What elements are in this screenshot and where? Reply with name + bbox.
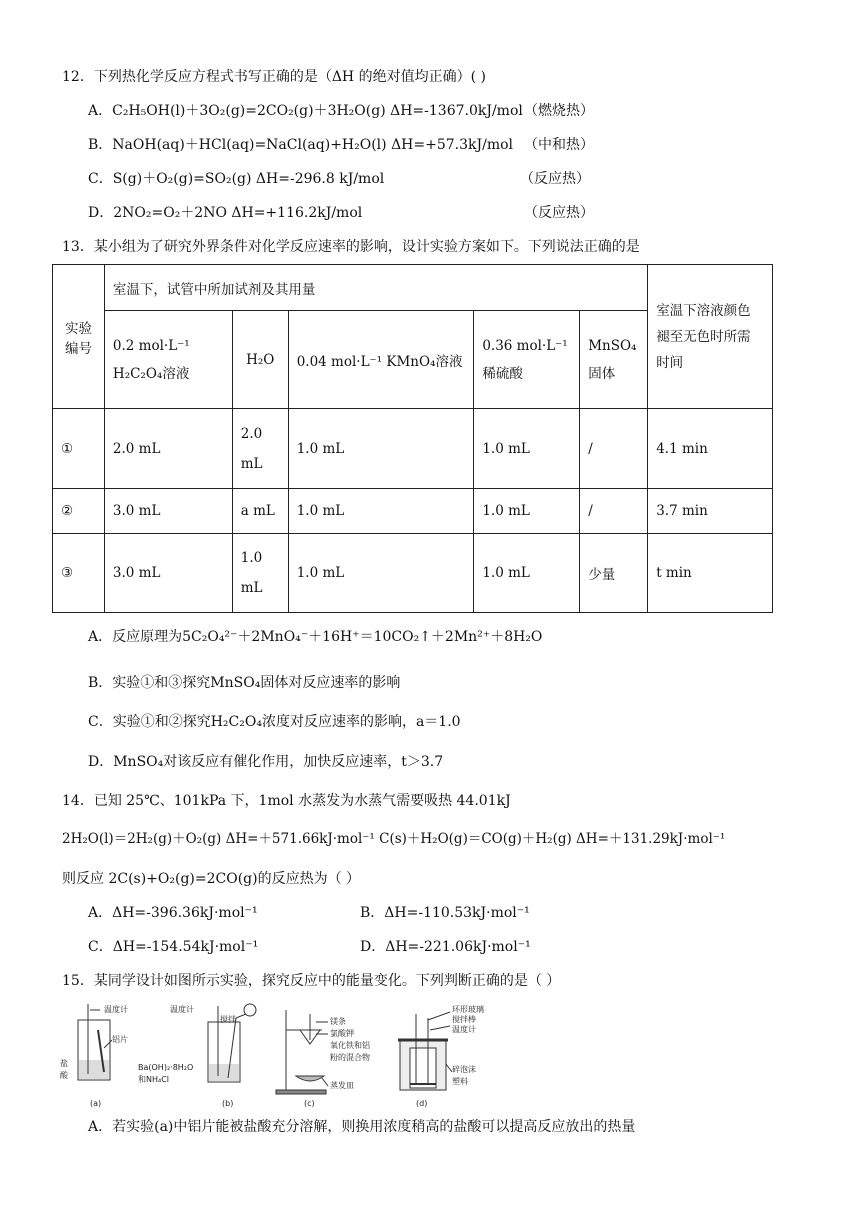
- q12-option-c: C．S(g)＋O₂(g)=SO₂(g) ΔH=-296.8 kJ/mol: [88, 171, 385, 187]
- q14-option-a: A．ΔH=-396.36kJ·mol⁻¹: [88, 905, 258, 921]
- q14-equations: 2H₂O(l)＝2H₂(g)＋O₂(g) ΔH=＋571.66kJ·mol⁻¹ C(s)＋H₂O(g)＝CO(g)＋H₂(g) ΔH=＋131.29kJ·mol⁻¹: [62, 831, 726, 847]
- label-d-4: 碎泡沫: [452, 1065, 476, 1074]
- q14-stem: 14．已知 25℃、101kPa 下，1mol 水蒸发为水蒸气需要吸热 44.01kJ: [62, 793, 511, 809]
- label-a-acid-1: 盐: [60, 1059, 68, 1068]
- apparatus-c: [276, 1010, 370, 1108]
- table-cell: 1.0 mL: [474, 409, 580, 489]
- q12-option-a-tag: （燃烧热）: [524, 103, 594, 119]
- label-c-5: 蒸发皿: [330, 1081, 354, 1090]
- apparatus-d: [398, 1004, 484, 1108]
- subheader-h2o: H₂O: [232, 311, 288, 409]
- label-a-acid-2: 酸: [60, 1071, 68, 1080]
- table-cell: /: [580, 409, 648, 489]
- q12-stem: 12．下列热化学反应方程式书写正确的是（ΔH 的绝对值均正确）( ): [62, 69, 486, 85]
- q15-option-a: A．若实验(a)中铝片能被盐酸充分溶解，则换用浓度稍高的盐酸可以提高反应放出的热量: [88, 1119, 636, 1135]
- table-cell: 1.0 mL: [288, 534, 474, 613]
- table-cell: 4.1 min: [648, 409, 773, 489]
- table-cell: 3.0 mL: [104, 534, 232, 613]
- q13-stem: 13．某小组为了研究外界条件对化学反应速率的影响，设计实验方案如下。下列说法正确的是: [62, 239, 640, 255]
- table-cell: 1.0 mL: [474, 489, 580, 534]
- q13-option-c: C．实验①和②探究H₂C₂O₄浓度对反应速率的影响，a＝1.0: [88, 714, 461, 730]
- label-a-thermo: 温度计: [104, 1005, 128, 1014]
- apparatus-figure: [60, 1000, 484, 1112]
- q14-option-d: D．ΔH=-221.06kJ·mol⁻¹: [360, 939, 531, 955]
- label-d-3: 温度计: [452, 1025, 476, 1034]
- table-cell: ②: [53, 489, 105, 534]
- header-time: 室温下溶液颜色褪至无色时所需时间: [648, 265, 773, 409]
- label-c-1: 镁条: [330, 1017, 346, 1026]
- header-exp-number: 实验编号: [53, 265, 105, 409]
- q12-option-d-tag: （反应热）: [524, 205, 594, 221]
- table-cell: /: [580, 489, 648, 534]
- experiment-table: [52, 264, 773, 613]
- label-d-5: 塑料: [452, 1077, 468, 1086]
- label-b-reagent-2: 和NH₄Cl: [138, 1075, 170, 1084]
- table-cell: ①: [53, 409, 105, 489]
- table-row: [53, 409, 773, 489]
- caption-a: (a): [90, 1099, 102, 1108]
- q13-option-a: A．反应原理为5C₂O₄²⁻＋2MnO₄⁻＋16H⁺＝10CO₂↑＋2Mn²⁺＋8H₂O: [88, 629, 543, 645]
- subheader-h2c2o4: 0.2 mol·L⁻¹ H₂C₂O₄溶液: [104, 311, 232, 409]
- table-cell: 2.0 mL: [232, 409, 288, 489]
- table-row: [53, 534, 773, 613]
- label-b-stir: 搅拌: [220, 1015, 236, 1024]
- table-cell: 1.0 mL: [288, 489, 474, 534]
- table-cell: 2.0 mL: [104, 409, 232, 489]
- caption-d: (d): [416, 1099, 428, 1108]
- table-cell: 1.0 mL: [232, 534, 288, 613]
- subheader-kmno4: 0.04 mol·L⁻¹ KMnO₄溶液: [288, 311, 474, 409]
- q12-option-c-tag: （反应热）: [520, 171, 590, 187]
- subheader-h2so4: 0.36 mol·L⁻¹ 稀硫酸: [474, 311, 580, 409]
- label-d-1: 环形玻璃: [452, 1005, 484, 1014]
- table-cell: 3.0 mL: [104, 489, 232, 534]
- table-cell: a mL: [232, 489, 288, 534]
- q15-stem: 15．某同学设计如图所示实验，探究反应中的能量变化。下列判断正确的是（ ）: [62, 973, 561, 989]
- apparatus-b: [138, 1004, 256, 1108]
- table-cell: 1.0 mL: [288, 409, 474, 489]
- label-b-reagent-1: Ba(OH)₂·8H₂O: [138, 1063, 194, 1072]
- table-cell: 3.7 min: [648, 489, 773, 534]
- q12-option-b-tag: （中和热）: [524, 137, 594, 153]
- table-cell: 1.0 mL: [474, 534, 580, 613]
- subheader-mnso4: MnSO₄ 固体: [580, 311, 648, 409]
- q14-option-b: B．ΔH=-110.53kJ·mol⁻¹: [360, 905, 530, 921]
- caption-c: (c): [304, 1099, 315, 1108]
- label-b-thermo: 温度计: [170, 1005, 194, 1014]
- table-cell: t min: [648, 534, 773, 613]
- label-c-2: 氯酸钾: [330, 1029, 354, 1038]
- q13-option-d: D．MnSO₄对该反应有催化作用，加快反应速率，t＞3.7: [88, 754, 444, 770]
- header-reagents-group: 室温下，试管中所加试剂及其用量: [104, 265, 647, 311]
- apparatus-a: [60, 1004, 128, 1108]
- label-d-2: 搅拌棒: [452, 1015, 476, 1024]
- label-a-al: 铝片: [112, 1035, 128, 1044]
- label-c-3: 氧化铁和铝: [330, 1041, 370, 1050]
- q12-option-b: B．NaOH(aq)＋HCl(aq)=NaCl(aq)+H₂O(l) ΔH=+57.3kJ/mol: [88, 137, 514, 153]
- label-c-4: 粉的混合物: [330, 1053, 370, 1062]
- q12-option-d: D．2NO₂=O₂＋2NO ΔH=+116.2kJ/mol: [88, 205, 363, 221]
- q12-option-a: A．C₂H₅OH(l)＋3O₂(g)=2CO₂(g)＋3H₂O(g) ΔH=-1367.0kJ/mol: [88, 103, 523, 119]
- q14-option-c: C．ΔH=-154.54kJ·mol⁻¹: [88, 939, 259, 955]
- q14-question: 则反应 2C(s)+O₂(g)=2CO(g)的反应热为（ ）: [62, 871, 361, 887]
- table-row: [53, 489, 773, 534]
- table-cell: ③: [53, 534, 105, 613]
- q13-option-b: B．实验①和③探究MnSO₄固体对反应速率的影响: [88, 675, 401, 691]
- caption-b: (b): [222, 1099, 234, 1108]
- table-cell: 少量: [580, 534, 648, 613]
